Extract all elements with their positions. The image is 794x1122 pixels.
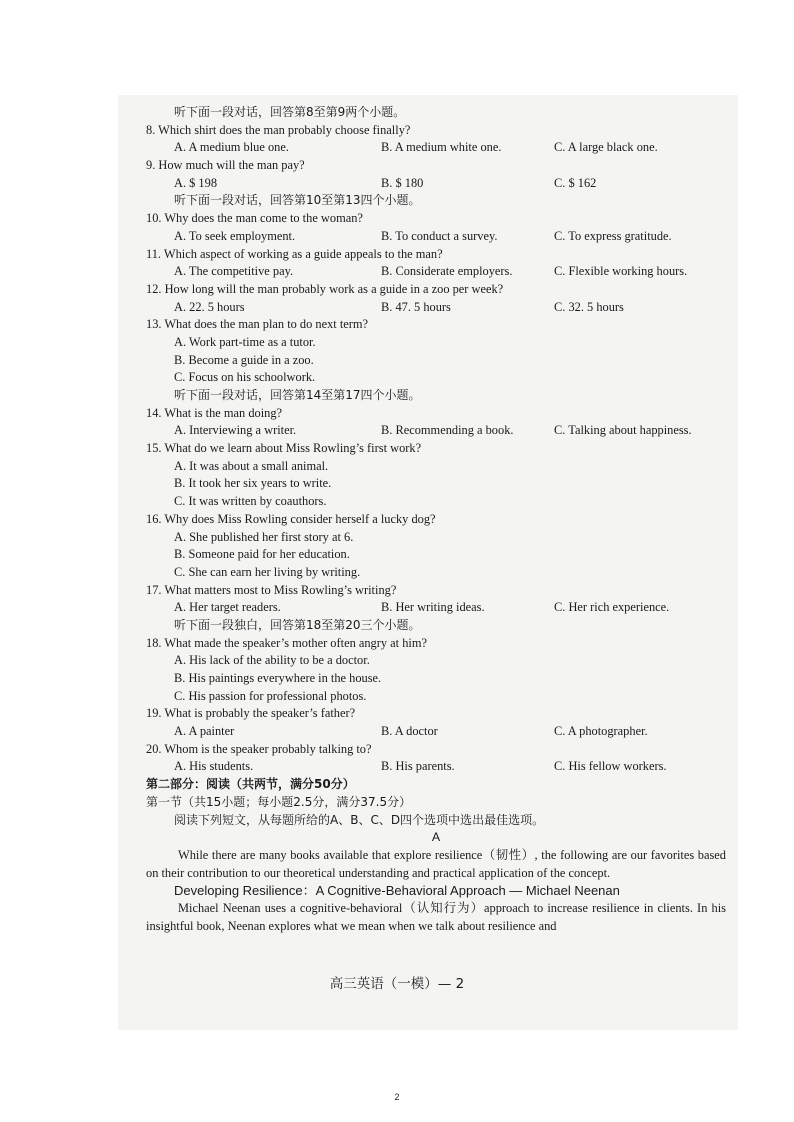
- page-number: 2: [394, 1092, 400, 1102]
- options-row: [146, 723, 726, 741]
- book-title: Developing Resilience：A Cognitive-Behavioral Approach — Michael Neenan: [174, 883, 620, 899]
- option-b: B. A medium white one.: [381, 140, 502, 155]
- option-c: C. $ 162: [554, 175, 597, 190]
- option-a: A. She published her first story at 6.: [174, 529, 354, 544]
- question-9: 9. How much will the man pay?: [146, 158, 305, 173]
- option-c: C. His fellow workers.: [554, 759, 667, 774]
- options-row: [146, 175, 726, 193]
- option-c: C. It was written by coauthors.: [174, 494, 327, 509]
- question-14: 14. What is the man doing?: [146, 405, 283, 420]
- question-11: 11. Which aspect of working as a guide appeals to the man?: [146, 246, 443, 261]
- option-b: B. 47. 5 hours: [381, 299, 451, 314]
- question-20: 20. Whom is the speaker probably talking to?: [146, 741, 372, 756]
- passage-label: A: [431, 830, 441, 845]
- option-c: C. A large black one.: [554, 140, 658, 155]
- options-row: [146, 422, 726, 440]
- listening-instruction: 听下面一段对话，回答第8至第9两个小题。: [174, 105, 406, 119]
- options-row: [146, 263, 726, 281]
- question-16: 16. Why does Miss Rowling consider herself a lucky dog?: [146, 511, 436, 526]
- option-a: A. Work part-time as a tutor.: [174, 334, 316, 349]
- part-two-heading: 第二部分：阅读（共两节，满分50分）: [146, 777, 355, 792]
- option-c: C. A photographer.: [554, 724, 648, 739]
- option-c: C. Talking about happiness.: [554, 423, 692, 438]
- option-b: B. Recommending a book.: [381, 423, 514, 438]
- question-15: 15. What do we learn about Miss Rowling’s first work?: [146, 441, 422, 456]
- option-c: C. 32. 5 hours: [554, 299, 624, 314]
- option-b: B. Considerate employers.: [381, 264, 513, 279]
- options-row: [146, 139, 726, 157]
- question-12: 12. How long will the man probably work as a guide in a zoo per week?: [146, 281, 504, 296]
- exam-content: [146, 104, 726, 935]
- question-8: 8. Which shirt does the man probably choose finally?: [146, 122, 411, 137]
- question-18: 18. What made the speaker’s mother often angry at him?: [146, 635, 427, 650]
- option-b: B. His parents.: [381, 759, 455, 774]
- options-row: [146, 299, 726, 317]
- option-c: C. To express gratitude.: [554, 228, 672, 243]
- option-a: A. Interviewing a writer.: [174, 423, 297, 438]
- passage-paragraph: Michael Neenan uses a cognitive-behavioral（认知行为）approach to increase resilience in clients. In his insightful book, Neenan explores what we mean when we talk about resilience and: [146, 900, 726, 933]
- option-a: A. $ 198: [174, 175, 218, 190]
- question-10: 10. Why does the man come to the woman?: [146, 211, 363, 226]
- options-row: [146, 599, 726, 617]
- page-footer: 高三英语（一模）— 2: [329, 976, 465, 992]
- listening-instruction: 听下面一段对话，回答第14至第17四个小题。: [174, 388, 421, 402]
- option-a: A. 22. 5 hours: [174, 299, 245, 314]
- passage-paragraph: While there are many books available that explore resilience（韧性）, the following are our favorites based on their contribution to our theoretical understanding and practical application of the concept.: [146, 847, 726, 880]
- option-a: A. His lack of the ability to be a doctor.: [174, 653, 370, 668]
- options-row: [146, 228, 726, 246]
- option-a: A. Her target readers.: [174, 600, 281, 615]
- option-a: A. To seek employment.: [174, 228, 296, 243]
- option-b: B. A doctor: [381, 724, 438, 739]
- option-b: B. It took her six years to write.: [174, 476, 332, 491]
- option-b: B. To conduct a survey.: [381, 228, 498, 243]
- section-one-heading: 第一节（共15小题；每小题2.5分，满分37.5分）: [146, 794, 412, 809]
- option-a: A. It was about a small animal.: [174, 458, 329, 473]
- option-c: C. She can earn her living by writing.: [174, 564, 361, 579]
- option-c: C. His passion for professional photos.: [174, 688, 367, 703]
- option-c: C. Flexible working hours.: [554, 264, 688, 279]
- option-b: B. Someone paid for her education.: [174, 547, 350, 562]
- options-row: [146, 758, 726, 776]
- reading-instruction: 阅读下列短文，从每题所给的A、B、C、D四个选项中选出最佳选项。: [174, 812, 545, 827]
- option-b: B. Become a guide in a zoo.: [174, 352, 314, 367]
- option-b: B. His paintings everywhere in the house.: [174, 671, 382, 685]
- question-13: 13. What does the man plan to do next term?: [146, 317, 369, 332]
- option-a: A. The competitive pay.: [174, 264, 294, 279]
- listening-instruction: 听下面一段对话，回答第10至第13四个小题。: [174, 193, 421, 208]
- option-b: B. Her writing ideas.: [381, 600, 485, 615]
- option-a: A. A medium blue one.: [174, 140, 289, 155]
- option-c: C. Focus on his schoolwork.: [174, 370, 316, 385]
- listening-instruction: 听下面一段独白，回答第18至第20三个小题。: [174, 617, 421, 632]
- option-b: B. $ 180: [381, 175, 424, 190]
- option-c: C. Her rich experience.: [554, 600, 670, 615]
- option-a: A. A painter: [174, 724, 235, 739]
- question-17: 17. What matters most to Miss Rowling’s writing?: [146, 582, 397, 597]
- option-a: A. His students.: [174, 759, 254, 774]
- question-19: 19. What is probably the speaker’s father?: [146, 706, 356, 721]
